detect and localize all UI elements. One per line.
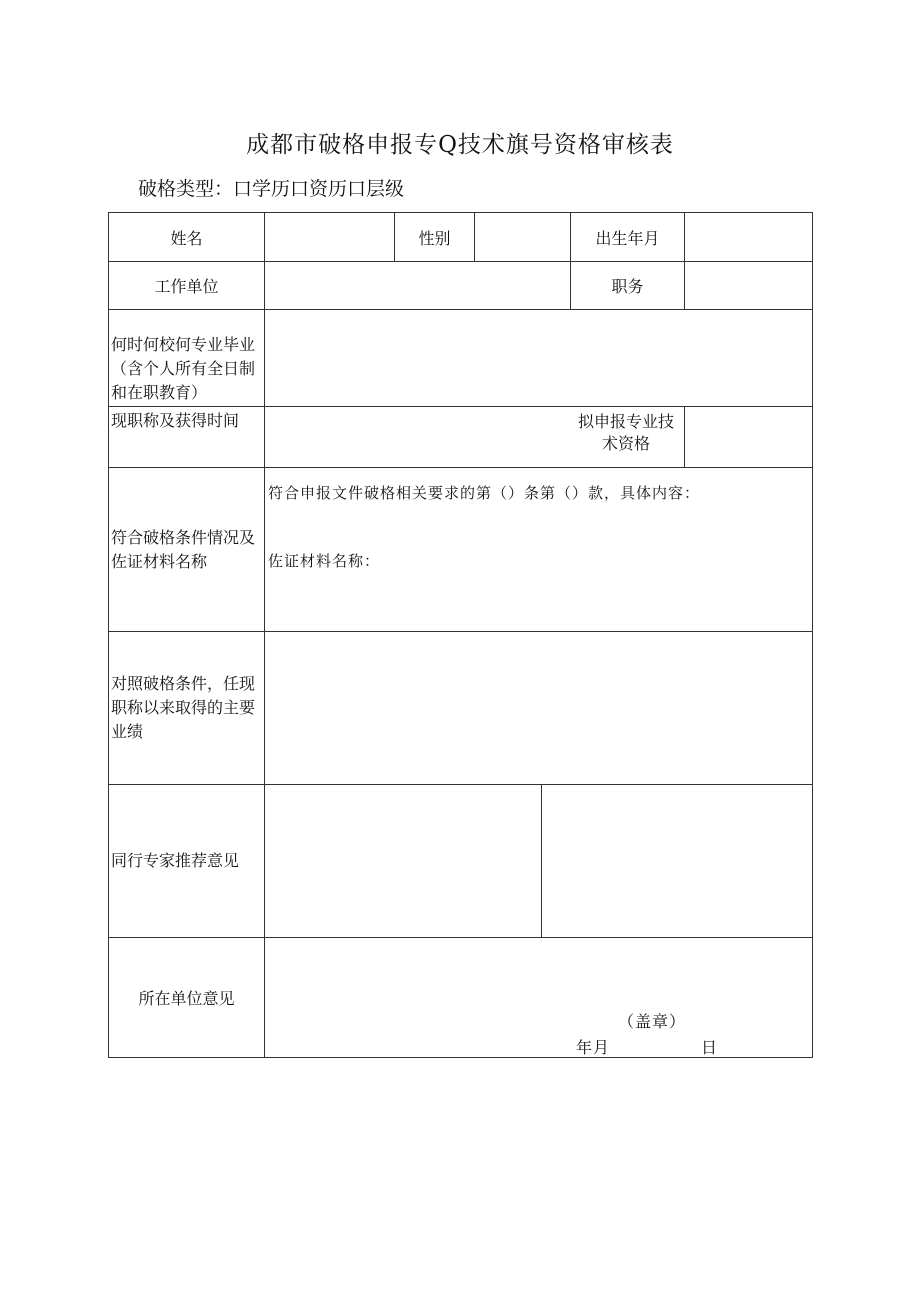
proposed-qualification-text: 拟申报专业技术资格 (577, 412, 674, 453)
position-label: 职务 (571, 262, 685, 310)
date-year-month: 年月 (576, 1038, 611, 1057)
birth-label: 出生年月 (571, 213, 685, 262)
gender-label: 性别 (395, 213, 475, 262)
work-unit-label: 工作单位 (109, 262, 265, 310)
evidence-text: 佐证材料名称： (268, 552, 381, 570)
conditions-field[interactable] (265, 468, 813, 632)
peer-expert-2-field[interactable] (542, 785, 812, 937)
name-field[interactable] (265, 213, 395, 262)
review-form-table (108, 212, 813, 1058)
proposed-qualification-label (571, 407, 685, 468)
education-field[interactable] (265, 310, 813, 407)
current-title-field[interactable] (265, 407, 571, 468)
seal-text: （盖章） (618, 1012, 687, 1031)
conditions-label: 符合破格条件情况及佐证材料名称 (109, 468, 265, 632)
page-title: 成都市破格申报专Q技术旗号资格审核表 (246, 132, 674, 158)
date-day: 日 (701, 1038, 719, 1057)
unit-opinion-field[interactable] (265, 938, 813, 1058)
proposed-qualification-field[interactable] (685, 407, 813, 468)
achievements-field[interactable] (265, 632, 813, 785)
peer-recommendation-label: 同行专家推荐意见 (109, 785, 265, 938)
position-field[interactable] (685, 262, 813, 310)
conditions-text: 符合申报文件破格相关要求的第（）条第（）款，具体内容： (268, 484, 701, 502)
work-unit-field[interactable] (265, 262, 571, 310)
achievements-label: 对照破格条件，任现职称以来取得的主要业绩 (109, 632, 265, 785)
gender-field[interactable] (475, 213, 571, 262)
education-label: 何时何校何专业毕业（含个人所有全日制和在职教育） (109, 310, 265, 407)
current-title-label: 现职称及获得时间 (109, 407, 265, 468)
exception-type-line: 破格类型：口学历口资历口层级 (138, 178, 405, 200)
name-label: 姓名 (109, 213, 265, 262)
peer-expert-1-field[interactable] (265, 785, 542, 937)
birth-field[interactable] (685, 213, 813, 262)
peer-recommendation-field (265, 785, 813, 938)
unit-opinion-label: 所在单位意见 (109, 938, 265, 1058)
